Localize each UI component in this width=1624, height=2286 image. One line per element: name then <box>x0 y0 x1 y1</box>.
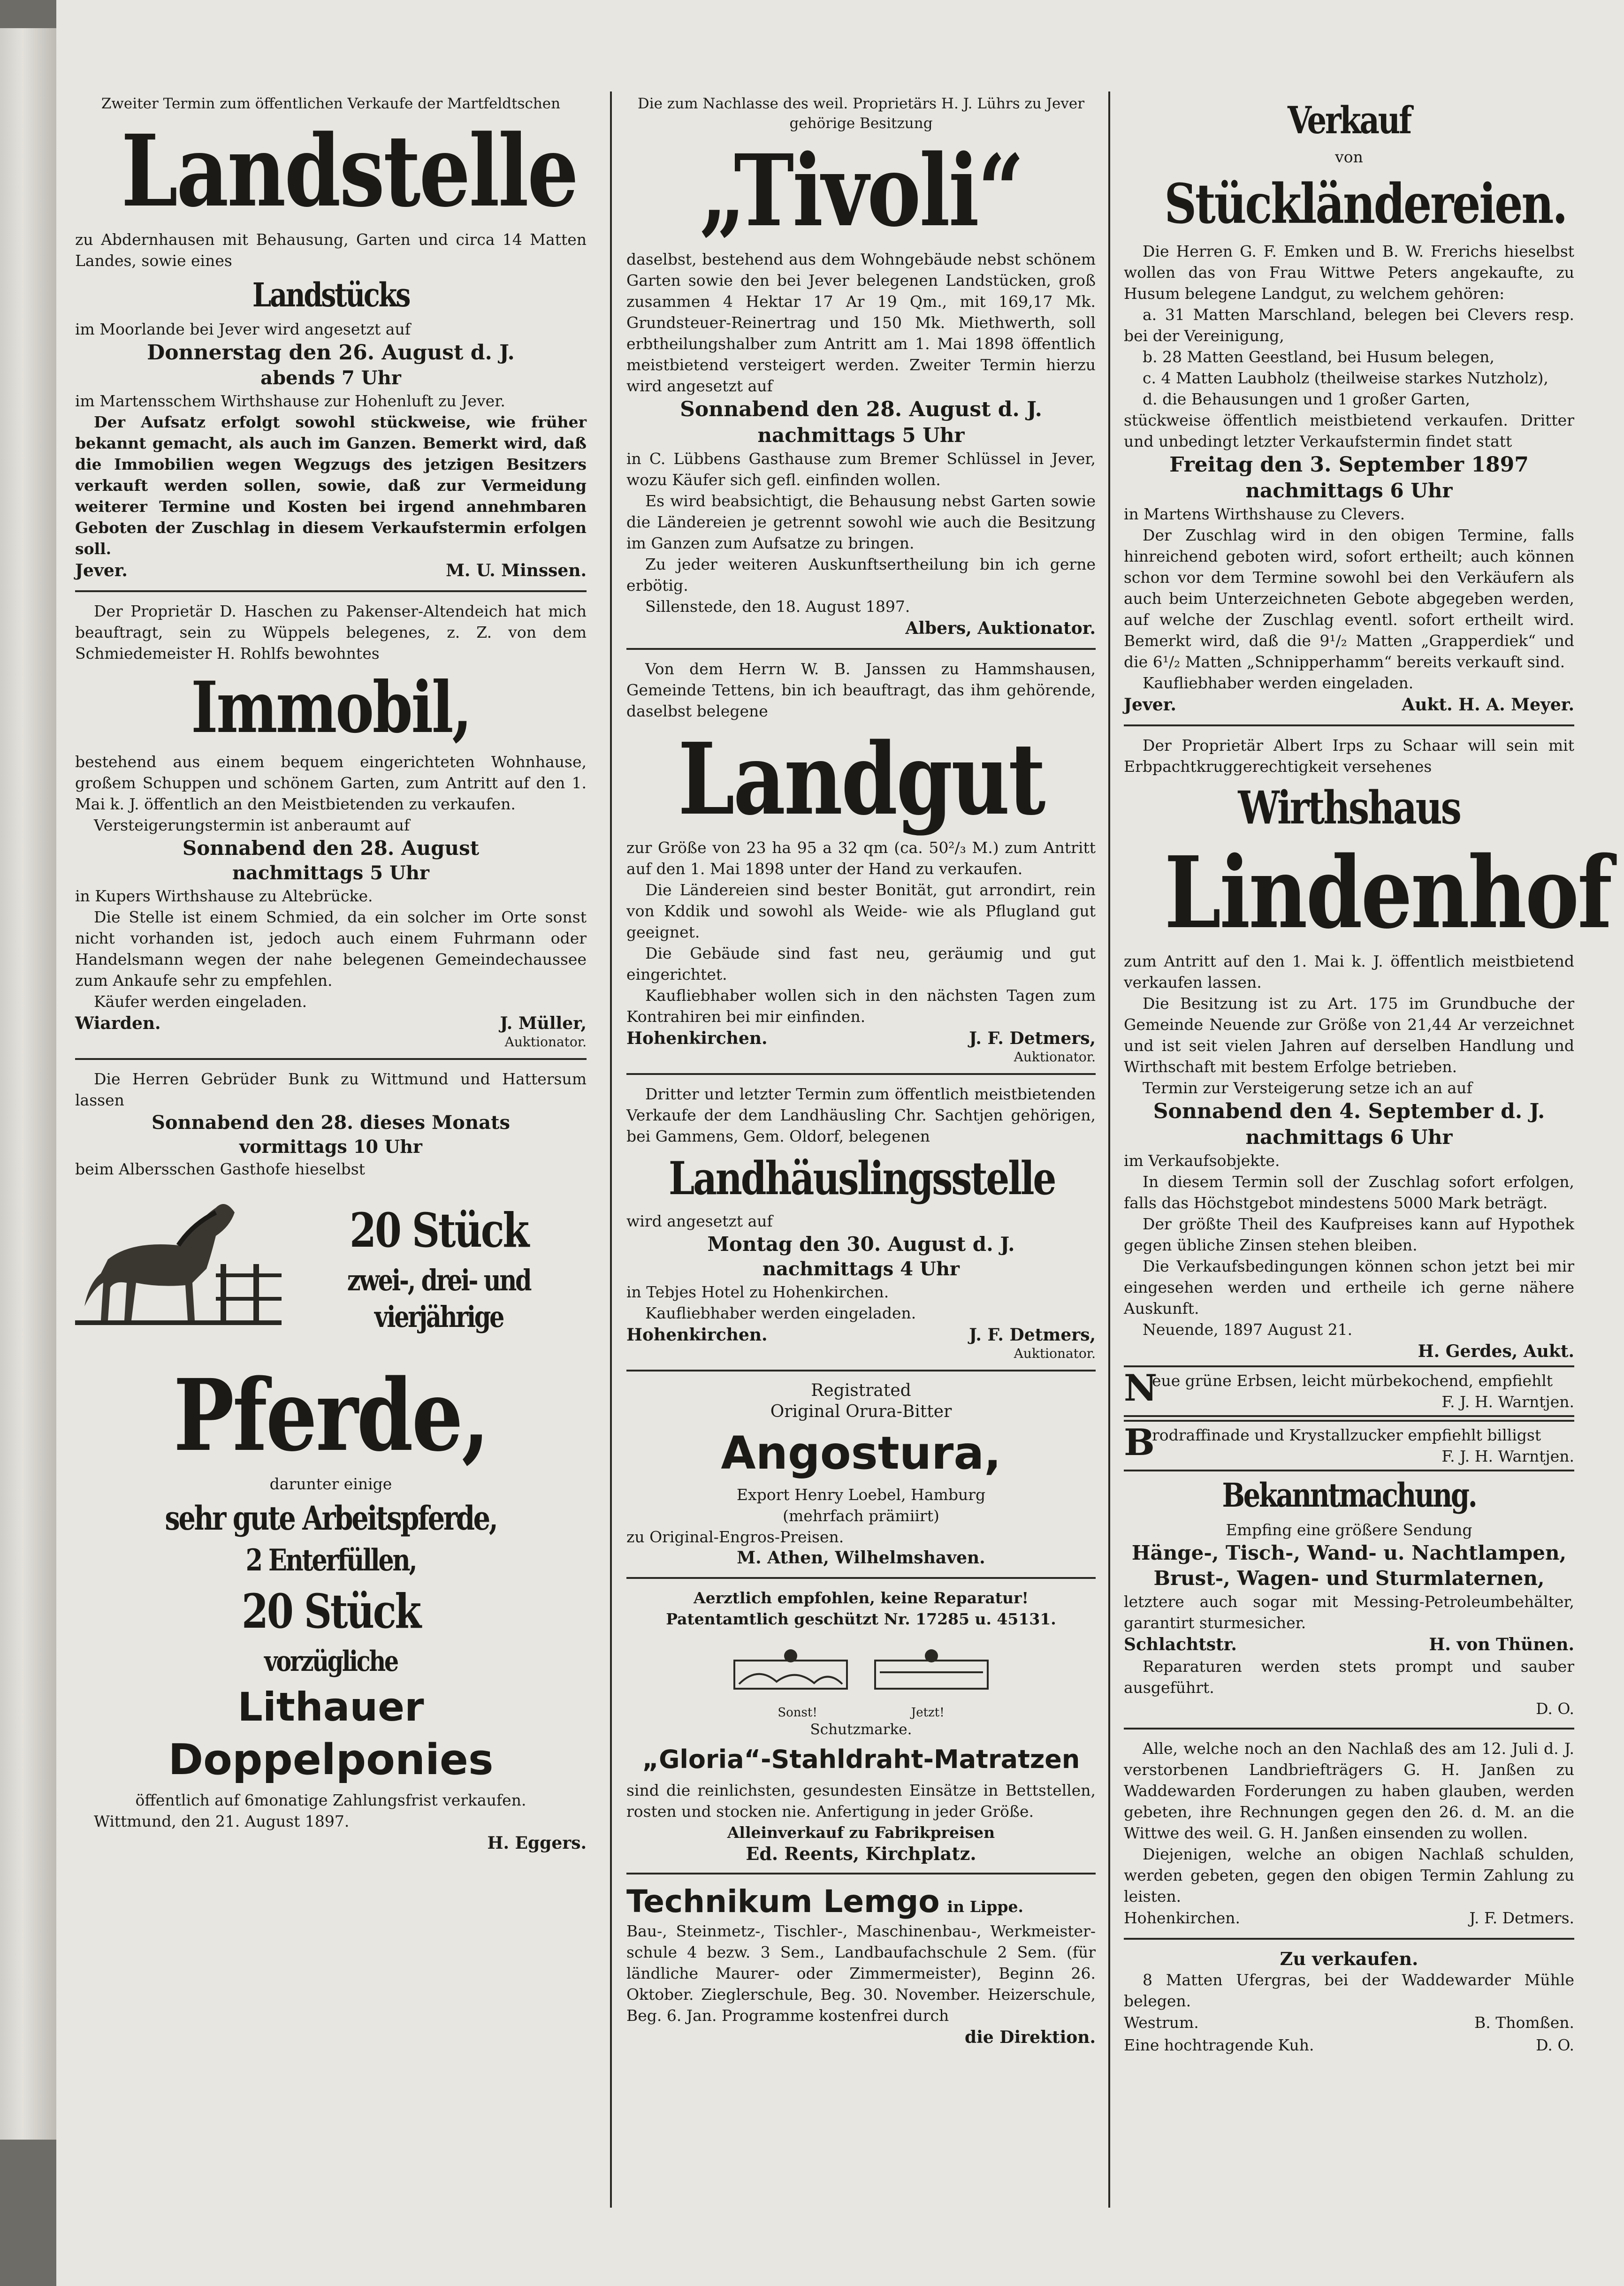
ad-title: Pferde, <box>173 1357 488 1473</box>
ad-date: Sonnabend den 28. dieses Monats <box>152 1112 510 1134</box>
ad-title2: Stückländereien. <box>1164 172 1567 236</box>
label-jetzt: Jetzt! <box>911 1706 945 1720</box>
ad-excellent: vorzügliche <box>264 1645 397 1678</box>
ad-title: Wirthshaus <box>1238 781 1460 834</box>
ad-angostura <box>626 1380 1096 1569</box>
ad-venue: im Verkaufsobjekte. <box>1124 1151 1280 1170</box>
ad-text: Alle, welche noch an den Nachlaß des am 12. Juli d. J. verstorbenen Landbriefträgers G. H. Janßen zu Waddewarden Forderungen zu haben glauben, werden gebeten, ihre Rechnungen gegen den 26. d. M. an die Wittwe des weil. G. H. Janßen einsenden zu wollen. <box>1124 1739 1574 1842</box>
ad-desc: sind die reinlichsten, gesundesten Einsätze in Bettstellen, rosten und stocken nie. Anfertigung in jeder Größe. <box>626 1781 1096 1821</box>
ad-count2: 20 Stück <box>242 1584 420 1639</box>
ad-stuecklaendereien <box>1124 98 1574 716</box>
ad-intro: Von dem Herrn W. B. Janssen zu Hammshausen, Gemeinde Tettens, bin ich beauftragt, das ihm gehörende, daselbst belegene <box>626 660 1096 720</box>
ad-date: Donnerstag den 26. August d. J. <box>147 341 515 365</box>
ad-date: Freitag den 3. September 1897 <box>1169 453 1529 477</box>
page-edge <box>0 28 56 2140</box>
ad-title: Landgut <box>678 721 1045 837</box>
ad-technikum <box>626 1883 1096 2049</box>
ad-time: abends 7 Uhr <box>260 367 401 389</box>
ad-invite: Käufer werden eingeladen. <box>94 992 307 1011</box>
ad-item: a. 31 Matten Marschland, belegen bei Clevers resp. bei der Vereinigung, <box>1124 305 1574 345</box>
ad-date: Sonnabend den 28. August d. J. <box>680 397 1042 421</box>
ad-signature <box>1124 1633 1574 1656</box>
horse-count: 20 Stück <box>350 1203 528 1258</box>
ad-desc: Bau-, Steinmetz-, Tischler-, Maschinenbau-, Werkmeister-schule 4 bezw. 3 Sem., Landbaufachschule 2 Sem. (für ländliche Maurer- oder Zimmermeister), Beginn 26. Oktober. Zieglerschule, Beg. 30. November. Heizerschule, Beg. 6. Jan. Programme kostenfrei durch <box>626 1922 1096 2025</box>
ad-title: Technikum Lemgo <box>626 1883 940 1920</box>
mattress-icon <box>730 1632 992 1703</box>
ad-signature: F. J. H. Warntjen. <box>1441 1393 1574 1411</box>
ad-desc: zur Größe von 23 ha 95 a 32 qm (ca. 50²/₃ M.) zum Antritt auf den 1. Mai 1898 unter der Hand zu verkaufen. <box>626 838 1096 878</box>
ad-venue: in C. Lübbens Gasthause zum Bremer Schlüssel in Jever, wozu Käufer sich gefl. einfinden wollen. <box>626 450 1096 489</box>
ad-line: Eine hochtragende Kuh. <box>1124 2036 1314 2054</box>
sig-left: Jever. <box>1124 695 1176 715</box>
column-rule-1 <box>610 91 612 2208</box>
sig-right: J. Müller, <box>500 1013 587 1033</box>
sig-left: Westrum. <box>1124 2013 1199 2032</box>
ad-note: Es wird beabsichtigt, die Behausung nebst Garten sowie die Ländereien je getrennt sowohl wie auch die Besitzung im Ganzen zum Aufsatze zu bringen. <box>626 492 1096 552</box>
column-1 <box>75 94 587 1854</box>
ad-time: nachmittags 6 Uhr <box>1245 1126 1453 1149</box>
sig-right: J. F. Detmers. <box>1469 1909 1574 1927</box>
ad-item: b. 28 Matten Geestland, bei Husum belegen, <box>1143 348 1494 366</box>
ad-line: Aerztlich empfohlen, keine Reparatur! <box>694 1589 1029 1607</box>
ad-signature <box>75 1832 587 1854</box>
ad-desc: zum Antritt auf den 1. Mai k. J. öffentlich meistbietend verkaufen lassen. <box>1124 952 1574 991</box>
sig-right: D. O. <box>1536 2036 1574 2054</box>
sig-right: M. U. Minssen. <box>446 561 587 580</box>
ad-note: Die Verkaufsbedingungen können schon jetzt bei mir eingesehen werden und ertheile ich gerne nähere Auskunft. <box>1124 1257 1574 1318</box>
ad-invite: Kaufliebhaber werden eingeladen. <box>645 1304 916 1322</box>
ad-line: Patentamtlich geschützt Nr. 17285 u. 45131. <box>666 1610 1056 1628</box>
ad-line: 8 Matten Ufergras, bei der Waddewarder Mühle belegen. <box>1124 1971 1574 2010</box>
sig-right: die Direktion. <box>964 2027 1096 2047</box>
sig-left: Hohenkirchen. <box>626 1325 768 1345</box>
ad-bold-text: Der Aufsatz erfolgt sowohl stückweise, wie früher bekannt gemacht, als auch im Ganzen. Bemerkt wird, daß die Immobilien wegen Wegzugs des jetzigen Besitzers verkauft werden sollen, sowie, daß zur Vermeidung weiterer Termine und Kosten bei irgend annehmbaren Geboten der Zuschlag in diesem Verkaufstermin erfolgen soll. <box>75 413 587 558</box>
ad-line: letztere auch sogar mit Messing-Petroleumbehälter, garantirt sturmesicher. <box>1124 1593 1574 1632</box>
ad-date: Montag den 30. August d. J. <box>707 1233 1015 1256</box>
ad-signature: Ed. Reents, Kirchplatz. <box>746 1843 976 1864</box>
ad-time: nachmittags 4 Uhr <box>762 1258 960 1280</box>
ad-note: In diesem Termin soll der Zuschlag sofort erfolgen, falls das Höchstgebot mindestens 5000 Mark beträgt. <box>1124 1173 1574 1212</box>
divider <box>626 648 1096 650</box>
ad-note: Der größte Theil des Kaufpreises kann auf Hypothek gegen übliche Zinsen stehen bleiben. <box>1124 1215 1574 1254</box>
ad-desc: bestehend aus einem bequem eingerichteten Wohnhause, großem Schuppen und schönem Garten, zum Antritt auf den 1. Mai k. J. öffentlich an den Meistbietenden zu verkaufen. <box>75 753 587 813</box>
label-sonst: Sonst! <box>778 1706 817 1720</box>
ad-bekanntmachung <box>1124 1475 1574 1719</box>
trademark-labels <box>626 1706 1096 1720</box>
ad-signature <box>1124 1340 1574 1363</box>
ad-note: Die Stelle ist einem Schmied, da ein solcher im Orte sonst nicht vorhanden ist, jedoch auch einem Fuhrmann oder Handelsmann wegen der nahe belegenen Gemeindechaussee zum Ankaufe sehr zu empfehlen. <box>75 908 587 990</box>
ad-title: Zu verkaufen. <box>1280 1948 1418 1969</box>
ad-line: Hänge-, Tisch-, Wand- u. Nachtlampen, <box>1131 1541 1567 1564</box>
ad-termin: Termin zur Versteigerung setze ich an auf <box>1143 1079 1472 1097</box>
ad-time: nachmittags 5 Uhr <box>232 862 430 884</box>
sig-left: Hohenkirchen. <box>626 1029 768 1048</box>
ad-lithauer: Lithauer <box>237 1684 424 1730</box>
ad-signature <box>75 1012 587 1035</box>
horse-icon <box>75 1180 282 1358</box>
ad-intro: Die zum Nachlasse des weil. Proprietärs H. J. Lührs zu Jever gehörige Besitzung <box>637 95 1085 132</box>
sig-left: Hohenkirchen. <box>1124 1909 1241 1927</box>
ad-title-row <box>626 1883 1096 1920</box>
ad-signature <box>75 559 587 582</box>
ad-text: rodraffinade und Krystallzucker empfiehlt billigst <box>1152 1426 1541 1444</box>
ad-desc: daselbst, bestehend aus dem Wohngebäude nebst schönem Garten sowie den bei Jever belegenen Landstücken, groß zusammen 4 Hektar 17 Ar 19 Qm., mit 169,17 Mk. Grundsteuer-Reinertrag und 150 Mk. Miethwerth, soll erbtheilungshalber zum Antritt am 1. Mai 1898 öffentlich meistbietend versteigert werden. Zweiter Termin hierzu wird angesetzt auf <box>626 250 1096 395</box>
ad-venue: in Martens Wirthshause zu Clevers. <box>1124 505 1405 523</box>
ad-pferde <box>75 1068 587 1854</box>
ad-venue: beim Albersschen Gasthofe hieselbst <box>75 1160 365 1178</box>
ad-intro: Der Proprietär Albert Irps zu Schaar will sein mit Erbpachtkruggerechtigkeit versehenes <box>1124 736 1574 776</box>
sig-sub: Auktionator. <box>504 1034 587 1050</box>
sig-right: H. Gerdes, Aukt. <box>1418 1341 1574 1361</box>
ad-zu-verkaufen <box>1124 1948 1574 2057</box>
ad-intro: Dritter und letzter Termin zum öffentlich meistbietenden Verkaufe der dem Landhäusling Chr. Sachtjen gehörigen, bei Gammens, Gem. Oldorf, belegenen <box>626 1085 1096 1145</box>
sig-sub: Auktionator. <box>1014 1346 1096 1361</box>
sig-right: Albers, Auktionator. <box>905 618 1096 638</box>
ad-place-date: Neuende, 1897 August 21. <box>1143 1320 1353 1339</box>
ad-line: Export Henry Loebel, Hamburg <box>736 1486 986 1504</box>
ad-venue: in Tebjes Hotel zu Hohenkirchen. <box>626 1283 889 1301</box>
sig-right: J. F. Detmers, <box>969 1325 1096 1345</box>
ad-line: Brust-, Wagen- und Sturmlaternen, <box>1153 1567 1545 1590</box>
ad-signature: F. J. H. Warntjen. <box>1441 1447 1574 1465</box>
ad-gloria <box>626 1587 1096 1864</box>
ad-line-row <box>1124 2034 1574 2057</box>
sig-sub: Auktionator. <box>1014 1049 1096 1065</box>
ad-invite: Kaufliebhaber werden eingeladen. <box>1143 674 1414 692</box>
ad-venue: im Martensschem Wirthshause zur Hohenluft zu Jever. <box>75 392 505 410</box>
ad-line: Registrated <box>811 1381 911 1400</box>
column-rule-2 <box>1108 91 1110 2208</box>
ad-landgut <box>626 658 1096 1065</box>
sig-left: Jever. <box>75 561 128 580</box>
ad-text: eue grüne Erbsen, leicht mürbekochend, empfiehlt <box>1152 1372 1553 1390</box>
ad-note: Kaufliebhaber wollen sich in den nächsten Tagen zum Kontrahiren bei mir einfinden. <box>626 986 1096 1026</box>
divider <box>626 1073 1096 1075</box>
ad-title: Immobil, <box>191 666 471 749</box>
column-3 <box>1124 94 1611 2057</box>
divider <box>626 1873 1096 1875</box>
ad-note: Die Besitzung ist zu Art. 175 im Grundbuche der Gemeinde Neuende zur Größe von 21,44 Ar verzeichnet und ist seit vielen Jahren auf derselben Handlung und Wirthschaft mit bestem Erfolge betrieben. <box>1124 994 1574 1076</box>
sig-left: Schlachtstr. <box>1124 1635 1237 1654</box>
ad-landhaeuslingsstelle <box>626 1083 1096 1361</box>
ad-title: Landstelle <box>121 113 578 229</box>
ad-intro: Der Proprietär D. Haschen zu Pakenser-Altendeich hat mich beauftragt, sein zu Wüppels belegenes, z. Z. von dem Schmiedemeister H. Rohlfs bewohntes <box>75 602 587 663</box>
ad-time: nachmittags 6 Uhr <box>1245 479 1453 502</box>
ad-place: im Moorlande bei Jever wird angesetzt auf <box>75 320 411 338</box>
ad-nachlass <box>1124 1738 1574 1929</box>
ad-signature <box>1124 1907 1574 1929</box>
ad-date: Sonnabend den 28. August <box>182 837 480 860</box>
ad-place-date: Sillenstede, den 18. August 1897. <box>645 597 910 616</box>
ad-side: in Lippe. <box>947 1897 1023 1916</box>
sig-right: H. von Thünen. <box>1429 1635 1574 1654</box>
divider <box>626 1577 1096 1579</box>
ad-place: wird angesetzt auf <box>626 1212 773 1230</box>
ad-lindenhof <box>1124 735 1611 1363</box>
ad-text: Diejenigen, welche an obigen Nachlaß schulden, werden gebeten, gegen den obigen Termin Zahlung zu leisten. <box>1124 1845 1574 1905</box>
divider <box>1124 1938 1574 1940</box>
ad-desc: stückweise öffentlich meistbietend verkaufen. Dritter und unbedingt letzter Verkaufstermin findet statt <box>1124 411 1574 450</box>
horse-ages: zwei-, drei- und vierjährige <box>347 1263 531 1334</box>
ad-foals: 2 Enterfüllen, <box>245 1543 416 1578</box>
ad-landstelle <box>75 94 587 582</box>
divider <box>75 590 587 592</box>
trademark-caption: Schutzmarke. <box>810 1721 912 1738</box>
ad-item: d. die Behausungen und 1 großer Garten, <box>1143 390 1471 408</box>
ad-signature <box>626 2026 1096 2049</box>
drop-initial: N <box>1124 1367 1158 1410</box>
ad-line: (mehrfach prämiirt) <box>783 1507 939 1525</box>
ad-erbsen <box>1124 1365 1574 1417</box>
sig-right: H. Eggers. <box>487 1833 587 1853</box>
ad-title: Angostura, <box>721 1427 1001 1479</box>
sig-right: B. Thomßen. <box>1474 2013 1574 2032</box>
ad-among: darunter einige <box>269 1475 392 1493</box>
ad-time: vormittags 10 Uhr <box>239 1136 422 1157</box>
ad-subtitle: Landstücks <box>252 275 410 314</box>
ad-signature: D. O. <box>1536 1699 1574 1718</box>
ad-signature <box>626 617 1096 640</box>
sig-right: Aukt. H. A. Meyer. <box>1402 695 1574 715</box>
trademark-image <box>626 1632 1096 1703</box>
ad-title2: Lindenhof <box>1164 835 1611 951</box>
ad-place-date: Wittmund, den 21. August 1897. <box>94 1812 350 1830</box>
ad-note: Zu jeder weiteren Auskunftsertheilung bin ich gerne erbötig. <box>626 555 1096 594</box>
divider <box>626 1370 1096 1372</box>
ad-zucker <box>1124 1420 1574 1471</box>
ad-title: Landhäuslingsstelle <box>669 1152 1055 1205</box>
ad-von: von <box>1335 148 1363 166</box>
divider <box>75 1058 587 1060</box>
ad-title: Verkauf <box>1287 98 1411 142</box>
ad-ponies: Doppelponies <box>168 1735 494 1784</box>
ad-line: Empfing eine größere Sendung <box>1226 1521 1472 1539</box>
sig-right: J. F. Detmers, <box>969 1029 1096 1048</box>
ad-title: „Gloria“-Stahldraht-Matratzen <box>642 1745 1080 1774</box>
ad-line: Alleinverkauf zu Fabrikpreisen <box>727 1823 995 1842</box>
ad-termin: Versteigerungstermin ist anberaumt auf <box>94 816 410 834</box>
horse-block <box>75 1180 587 1358</box>
drop-initial: B <box>1124 1421 1155 1464</box>
ad-venue: in Kupers Wirthshause zu Altebrücke. <box>75 887 373 905</box>
ad-intro: Die Herren G. F. Emken und B. W. Frerichs hieselbst wollen das von Frau Wittwe Peters angekaufte, zu Husum belegene Landgut, zu welchem gehören: <box>1124 242 1574 303</box>
ad-signature <box>626 1324 1096 1346</box>
ad-terms: öffentlich auf 6monatige Zahlungsfrist verkaufen. <box>135 1791 526 1809</box>
ad-signature: M. Athen, Wilhelmshaven. <box>737 1548 985 1568</box>
ad-intro: Die Herren Gebrüder Bunk zu Wittmund und Hattersum lassen <box>75 1070 587 1109</box>
ad-title: „Tivoli“ <box>699 133 1023 249</box>
divider <box>1124 724 1574 726</box>
ad-item: c. 4 Matten Laubholz (theilweise starkes Nutzholz), <box>1143 369 1548 387</box>
ad-note: Die Ländereien sind bester Bonität, gut arrondirt, rein von Kddik und sowohl als Weide- wie als Pflugland gut geeignet. <box>626 881 1096 941</box>
ad-intro: Zweiter Termin zum öffentlichen Verkaufe der Martfeldtschen <box>101 95 561 112</box>
ad-immobil <box>75 601 587 1050</box>
ad-line: Reparaturen werden stets prompt und sauber ausgeführt. <box>1124 1657 1574 1697</box>
ad-desc: zu Abdernhausen mit Behausung, Garten und circa 14 Matten Landes, sowie eines <box>75 230 587 270</box>
divider <box>1124 1728 1574 1730</box>
ad-line: Original Orura-Bitter <box>770 1402 952 1421</box>
ad-signature <box>1124 2012 1574 2034</box>
ad-tivoli <box>626 94 1096 640</box>
ad-time: nachmittags 5 Uhr <box>757 424 965 447</box>
ad-note: Der Zuschlag wird in den obigen Termine, falls hinreichend geboten wird, sofort ertheilt; auch können schon vor dem Termine sowohl bei den Verkäufern als auch beim Unterzeichneten Gebote abgegeben werden, auf welche der Zuschlag eventl. sofort ertheilt wird. Bemerkt wird, daß die 9¹/₂ Matten „Grapperdiek“ und die 6¹/₂ Matten „Schnipperhamm“ bereits verkauft sind. <box>1124 526 1574 671</box>
ad-workhorses: sehr gute Arbeitspferde, <box>165 1499 497 1538</box>
ad-note: Die Gebäude sind fast neu, geräumig und gut eingerichtet. <box>626 944 1096 983</box>
ad-title: Bekanntmachung. <box>1222 1476 1476 1515</box>
sig-left: Wiarden. <box>75 1013 161 1033</box>
ad-line: zu Original-Engros-Preisen. <box>626 1528 844 1546</box>
ad-signature <box>626 1027 1096 1050</box>
ad-date: Sonnabend den 4. September d. J. <box>1153 1099 1545 1123</box>
column-2 <box>626 94 1096 2049</box>
ad-signature <box>1124 693 1574 716</box>
